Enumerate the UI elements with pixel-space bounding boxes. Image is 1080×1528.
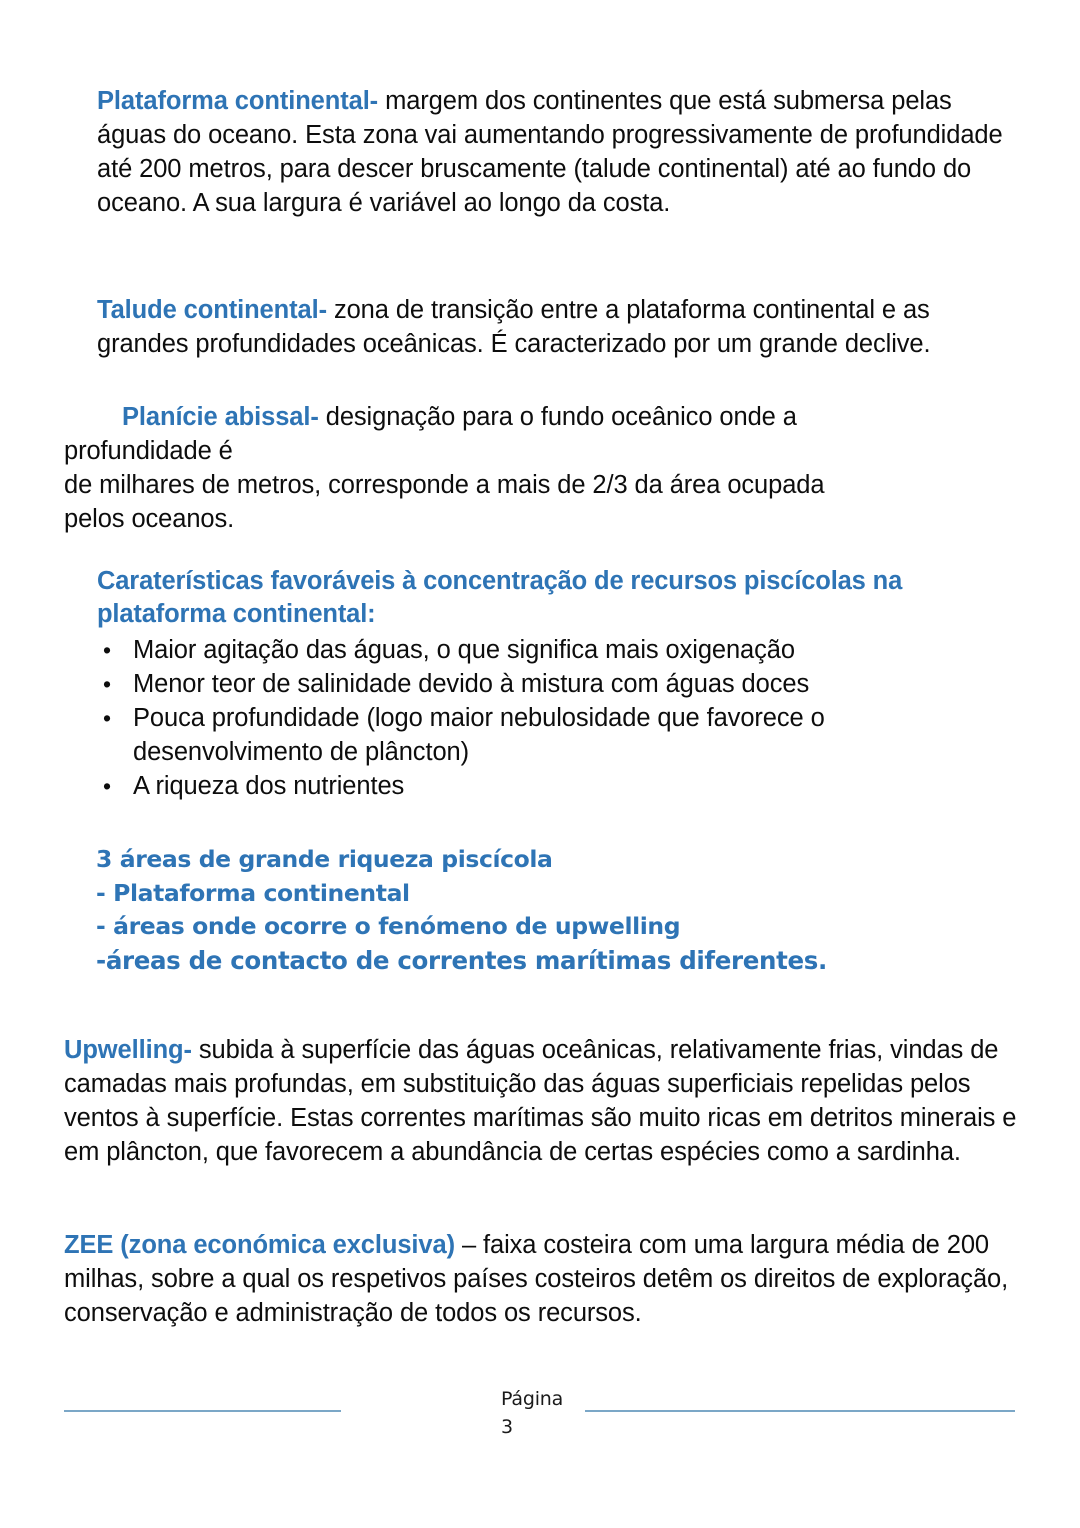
definition-block-zee [0, 1202, 1080, 1355]
section-caracteristicas-favoraveis [0, 565, 1080, 803]
term-talude-continental: Talude continental- [97, 295, 327, 324]
bullet-icon: • [103, 671, 111, 697]
definition-block-upwelling [0, 1007, 1080, 1194]
definition-block-talude-continental [0, 267, 1080, 386]
definition-zee: – faixa costeira com uma largura média de 200 milhas, sobre a qual os respetivos países costeiros detêm os direitos de exploração, conservação e administração de todos os recursos. [64, 1230, 1009, 1327]
definition-upwelling: subida à superfície das águas oceânicas, relativamente frias, vindas de camadas mais profundas, em substituição das águas superficiais repelidas pelos ventos à superfície. Estas correntes marítimas são muito ricas em detritos minerais e em plâncton, que favorecem a abundância de certas espécies como a sardinha. [64, 1035, 1017, 1166]
definition-talude-continental: zona de transição entre a plataforma continental e as grandes profundidades oceânicas. É caracterizado por um grande declive. [97, 295, 931, 358]
footer-page-number: 3 [501, 1416, 514, 1438]
list-item [103, 701, 990, 769]
term-upwelling: Upwelling- [64, 1035, 192, 1064]
areas-line-item-2: - áreas onde ocorre o fenómeno de upwelling [96, 912, 681, 940]
definition-plataforma-continental: margem dos continentes que está submersa pelas águas do oceano. Esta zona vai aumentando progressivamente de profundidade até 200 metros, para descer bruscamente (talude continental) até ao fundo do oceano. A sua largura é variável ao longo da costa. [97, 86, 1003, 217]
bullet-list-caracteristicas [0, 633, 1080, 803]
paragraph-planicie-line-4: pelos oceanos. [64, 505, 235, 533]
heading-caracteristicas-favoraveis: Caraterísticas favoráveis à concentração de recursos piscícolas na plataforma continental: [97, 567, 903, 628]
footer-page-label: Página [501, 1388, 564, 1410]
list-item [103, 769, 990, 803]
bullet-icon: • [103, 773, 111, 799]
paragraph-talude-continental [97, 293, 1022, 361]
areas-line-title: 3 áreas de grande riqueza piscícola [96, 845, 553, 873]
paragraph-zee [64, 1228, 1024, 1330]
footer-rule-right [585, 1410, 1015, 1412]
section-tres-areas-riqueza [0, 843, 1080, 977]
definition-block-planicie-abissal [0, 400, 1080, 536]
list-item-label: Maior agitação das águas, o que significa mais oxigenação [133, 636, 795, 664]
paragraph-upwelling [64, 1033, 1024, 1169]
list-item-label: Pouca profundidade (logo maior nebulosidade que favorece o desenvolvimento de plâncton) [133, 704, 825, 766]
term-plataforma-continental: Plataforma continental- [97, 86, 379, 115]
paragraph-planicie-line-3: de milhares de metros, corresponde a mais de 2/3 da área ocupada [64, 471, 825, 499]
definition-planicie-abissal-part-1: designação para o fundo oceânico onde a [318, 403, 797, 431]
paragraph-planicie-line-1 [122, 400, 1080, 434]
areas-line-item-1: - Plataforma continental [96, 878, 410, 907]
definition-block-plataforma-continental [0, 58, 1080, 245]
list-item [103, 633, 990, 667]
term-planicie-abissal: Planície abissal- [122, 403, 319, 431]
list-item-label: Menor teor de salinidade devido à mistura com águas doces [133, 670, 810, 698]
paragraph-planicie-line-2: profundidade é [64, 437, 233, 465]
areas-line-item-3: -áreas de contacto de correntes marítimas diferentes. [96, 945, 827, 975]
bullet-icon: • [103, 705, 111, 731]
page-footer [0, 1380, 1080, 1470]
list-item-label: A riqueza dos nutrientes [133, 772, 405, 800]
term-zee: ZEE (zona económica exclusiva) [64, 1230, 455, 1259]
footer-rule-left [64, 1410, 341, 1412]
list-item [103, 667, 990, 701]
bullet-icon: • [103, 637, 111, 663]
paragraph-plataforma-continental [97, 84, 1022, 220]
